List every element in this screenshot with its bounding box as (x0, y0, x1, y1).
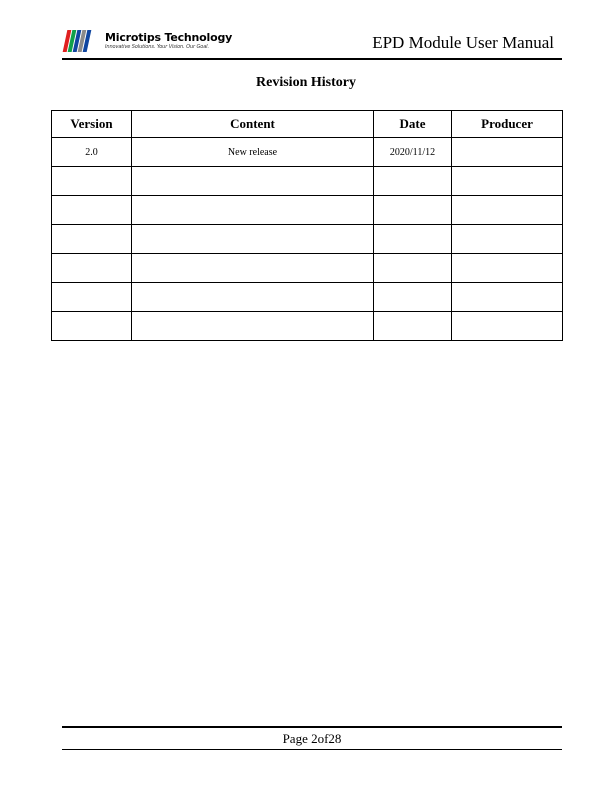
table-row (52, 312, 563, 341)
microtips-logo-icon (63, 30, 104, 52)
table-row (52, 283, 563, 312)
revision-history-table (51, 110, 563, 341)
table-row (52, 225, 563, 254)
document-title: EPD Module User Manual (372, 33, 554, 52)
cell-producer (452, 225, 563, 254)
cell-date (374, 167, 452, 196)
cell-producer (452, 138, 563, 167)
page-header (62, 14, 562, 60)
cell-date: 2020/11/12 (374, 138, 452, 167)
table-row (52, 196, 563, 225)
cell-date (374, 225, 452, 254)
cell-date (374, 283, 452, 312)
column-header-date: Date (374, 111, 452, 138)
cell-producer (452, 283, 563, 312)
cell-version (52, 167, 132, 196)
table-row (52, 167, 563, 196)
company-name: Microtips Technology (105, 31, 233, 44)
column-header-version: Version (52, 111, 132, 138)
page-footer (62, 726, 562, 750)
column-header-producer: Producer (452, 111, 563, 138)
cell-version: 2.0 (52, 138, 132, 167)
header-divider (62, 58, 562, 60)
cell-version (52, 196, 132, 225)
section-heading: Revision History (256, 75, 356, 90)
cell-producer (452, 196, 563, 225)
table-row (52, 254, 563, 283)
cell-version (52, 283, 132, 312)
cell-content (132, 283, 374, 312)
cell-content (132, 167, 374, 196)
cell-producer (452, 167, 563, 196)
table-row (52, 138, 563, 167)
cell-content (132, 254, 374, 283)
column-header-content: Content (132, 111, 374, 138)
cell-version (52, 225, 132, 254)
cell-date (374, 254, 452, 283)
cell-producer (452, 254, 563, 283)
cell-content (132, 196, 374, 225)
cell-content (132, 225, 374, 254)
cell-version (52, 254, 132, 283)
company-tagline: Innovative Solutions. Your Vision. Our Goal. (105, 44, 209, 50)
footer-divider-bottom (62, 749, 562, 750)
table-header-row (52, 111, 563, 138)
cell-content: New release (132, 138, 374, 167)
cell-date (374, 312, 452, 341)
cell-version (52, 312, 132, 341)
cell-producer (452, 312, 563, 341)
cell-content (132, 312, 374, 341)
page-number: Page 2of28 (282, 731, 342, 746)
company-logo (65, 30, 232, 52)
cell-date (374, 196, 452, 225)
